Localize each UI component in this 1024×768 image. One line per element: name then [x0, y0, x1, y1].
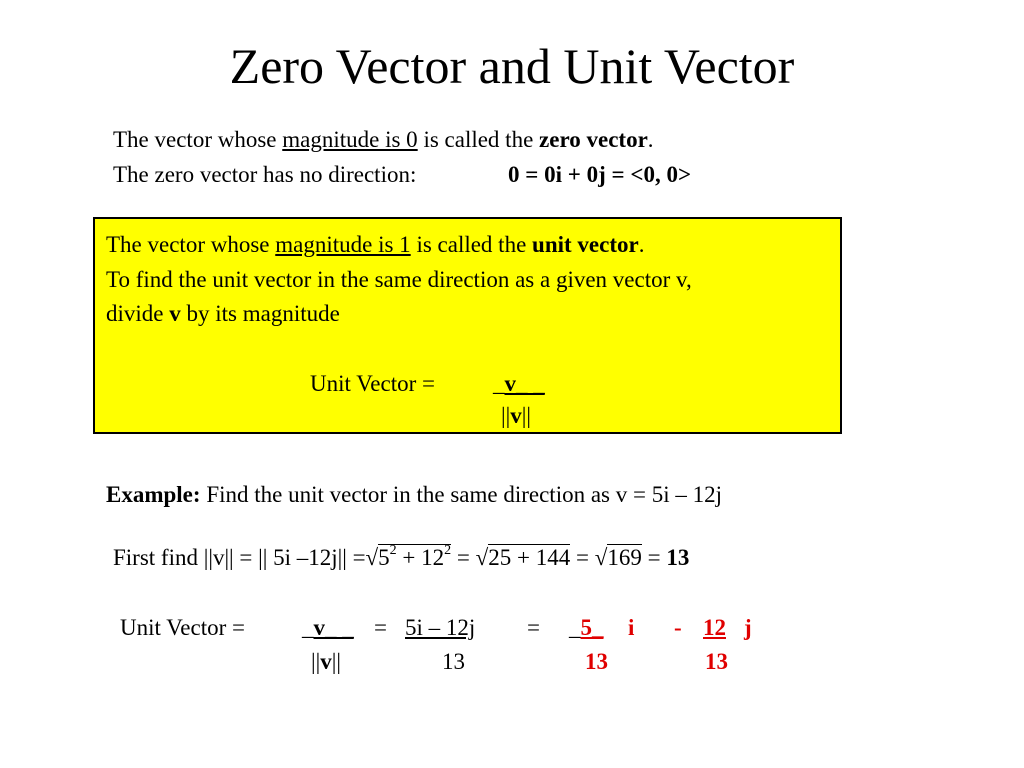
unit-den-right: || [521, 403, 531, 428]
zero-vector-equation: 0 = 0i + 0j = <0, 0> [508, 162, 692, 187]
unitcalc-f1-denominator: 13 [585, 649, 608, 674]
uc-den-left: || [311, 649, 321, 674]
radicand-3: 169 [607, 545, 642, 570]
unitcalc-eq-1: = [374, 615, 387, 640]
example-label: Example: [106, 482, 201, 507]
sqrt-symbol-1: √ [365, 545, 379, 570]
example-line [106, 481, 722, 509]
unit-line1-mid: is called the [410, 232, 533, 257]
unit-line3-end: by its magnitude [180, 301, 340, 326]
unit-formula-label: Unit Vector = [310, 371, 435, 396]
zero-vector-line-1 [113, 126, 654, 154]
magnitude-calculation [113, 544, 689, 572]
zero-line1-text: The vector whose [113, 127, 283, 152]
zero-line1-period: . [647, 127, 654, 152]
first-find-text: First find ||v|| = || 5i –12j|| = [113, 545, 366, 570]
unitcalc-fraction-numerator [405, 614, 475, 642]
unit-box-line-1 [106, 231, 644, 259]
example-text: Find the unit vector in the same direction as v = 5i – 12j [200, 482, 722, 507]
unitcalc-minus: - [674, 615, 682, 640]
r1-base: 5 [378, 545, 390, 570]
unitcalc-f2-denominator: 13 [705, 649, 728, 674]
radicand-2: 25 + 144 [488, 545, 571, 570]
r1-term-exp: 2 [444, 543, 452, 559]
unit-line3-text: divide [106, 301, 170, 326]
unitcalc-j: j [744, 615, 752, 640]
unit-box-line-2: To find the unit vector in the same direction as a given vector v, [106, 267, 692, 292]
r1-exp: 2 [389, 543, 397, 559]
uc-den-right: || [331, 649, 341, 674]
unit-den-v: v [510, 403, 522, 428]
slide-title: Zero Vector and Unit Vector [229, 38, 795, 94]
unitcalc-result-j [703, 614, 726, 642]
unit-magnitude-underlined: magnitude is 1 [275, 232, 411, 257]
unit-vector-definition-box [93, 217, 842, 434]
uc-num-pre: _ [302, 615, 314, 640]
zero-line1-mid: is called the [417, 127, 540, 152]
unit-formula-denominator [501, 402, 531, 430]
sqrt-symbol-2: √ [475, 545, 489, 570]
zero-vector-formula [508, 161, 691, 189]
uc-f1-post: _ [592, 615, 604, 640]
uc-den-v: v [320, 649, 332, 674]
zero-vector-line-2 [113, 161, 416, 189]
uc-frac-num: 5i – 12j [405, 615, 476, 640]
zero-line2-text: The zero vector has no direction: [113, 162, 417, 187]
unitcalc-denominator-v [311, 648, 341, 676]
zero-vector-term: zero vector [539, 127, 648, 152]
eq-3: = [641, 545, 667, 570]
unit-num-post: _ _ [516, 371, 545, 396]
unitcalc-fraction-denominator: 13 [442, 649, 465, 674]
unit-line1-period: . [638, 232, 645, 257]
zero-magnitude-underlined: magnitude is 0 [282, 127, 418, 152]
uc-num-v: v [313, 615, 325, 640]
eq-2: = [570, 545, 595, 570]
unit-formula-numerator [493, 370, 545, 398]
radicand-1 [378, 544, 451, 570]
unit-num-v: v [504, 371, 516, 396]
magnitude-result: 13 [666, 545, 690, 570]
unit-box-line-3 [106, 300, 340, 328]
unit-vector-term: unit vector [532, 232, 639, 257]
unit-line3-v: v [169, 301, 181, 326]
eq-1: = [451, 545, 476, 570]
unitcalc-result-i [569, 614, 604, 642]
uc-f1-num: 5 [580, 615, 592, 640]
r1-term: + 12 [396, 545, 445, 570]
uc-num-post: _ _ [325, 615, 354, 640]
unit-num-pre: _ [493, 371, 505, 396]
unitcalc-eq-2: = [527, 615, 540, 640]
unit-line1-text: The vector whose [106, 232, 276, 257]
uc-f2-num: 12 [703, 615, 726, 640]
unitcalc-numerator-v [302, 614, 354, 642]
unit-den-left: || [501, 403, 511, 428]
uc-f1-pre: _ [569, 615, 581, 640]
unitcalc-i: i [628, 615, 635, 640]
unitcalc-label: Unit Vector = [120, 615, 245, 640]
sqrt-symbol-3: √ [594, 545, 608, 570]
